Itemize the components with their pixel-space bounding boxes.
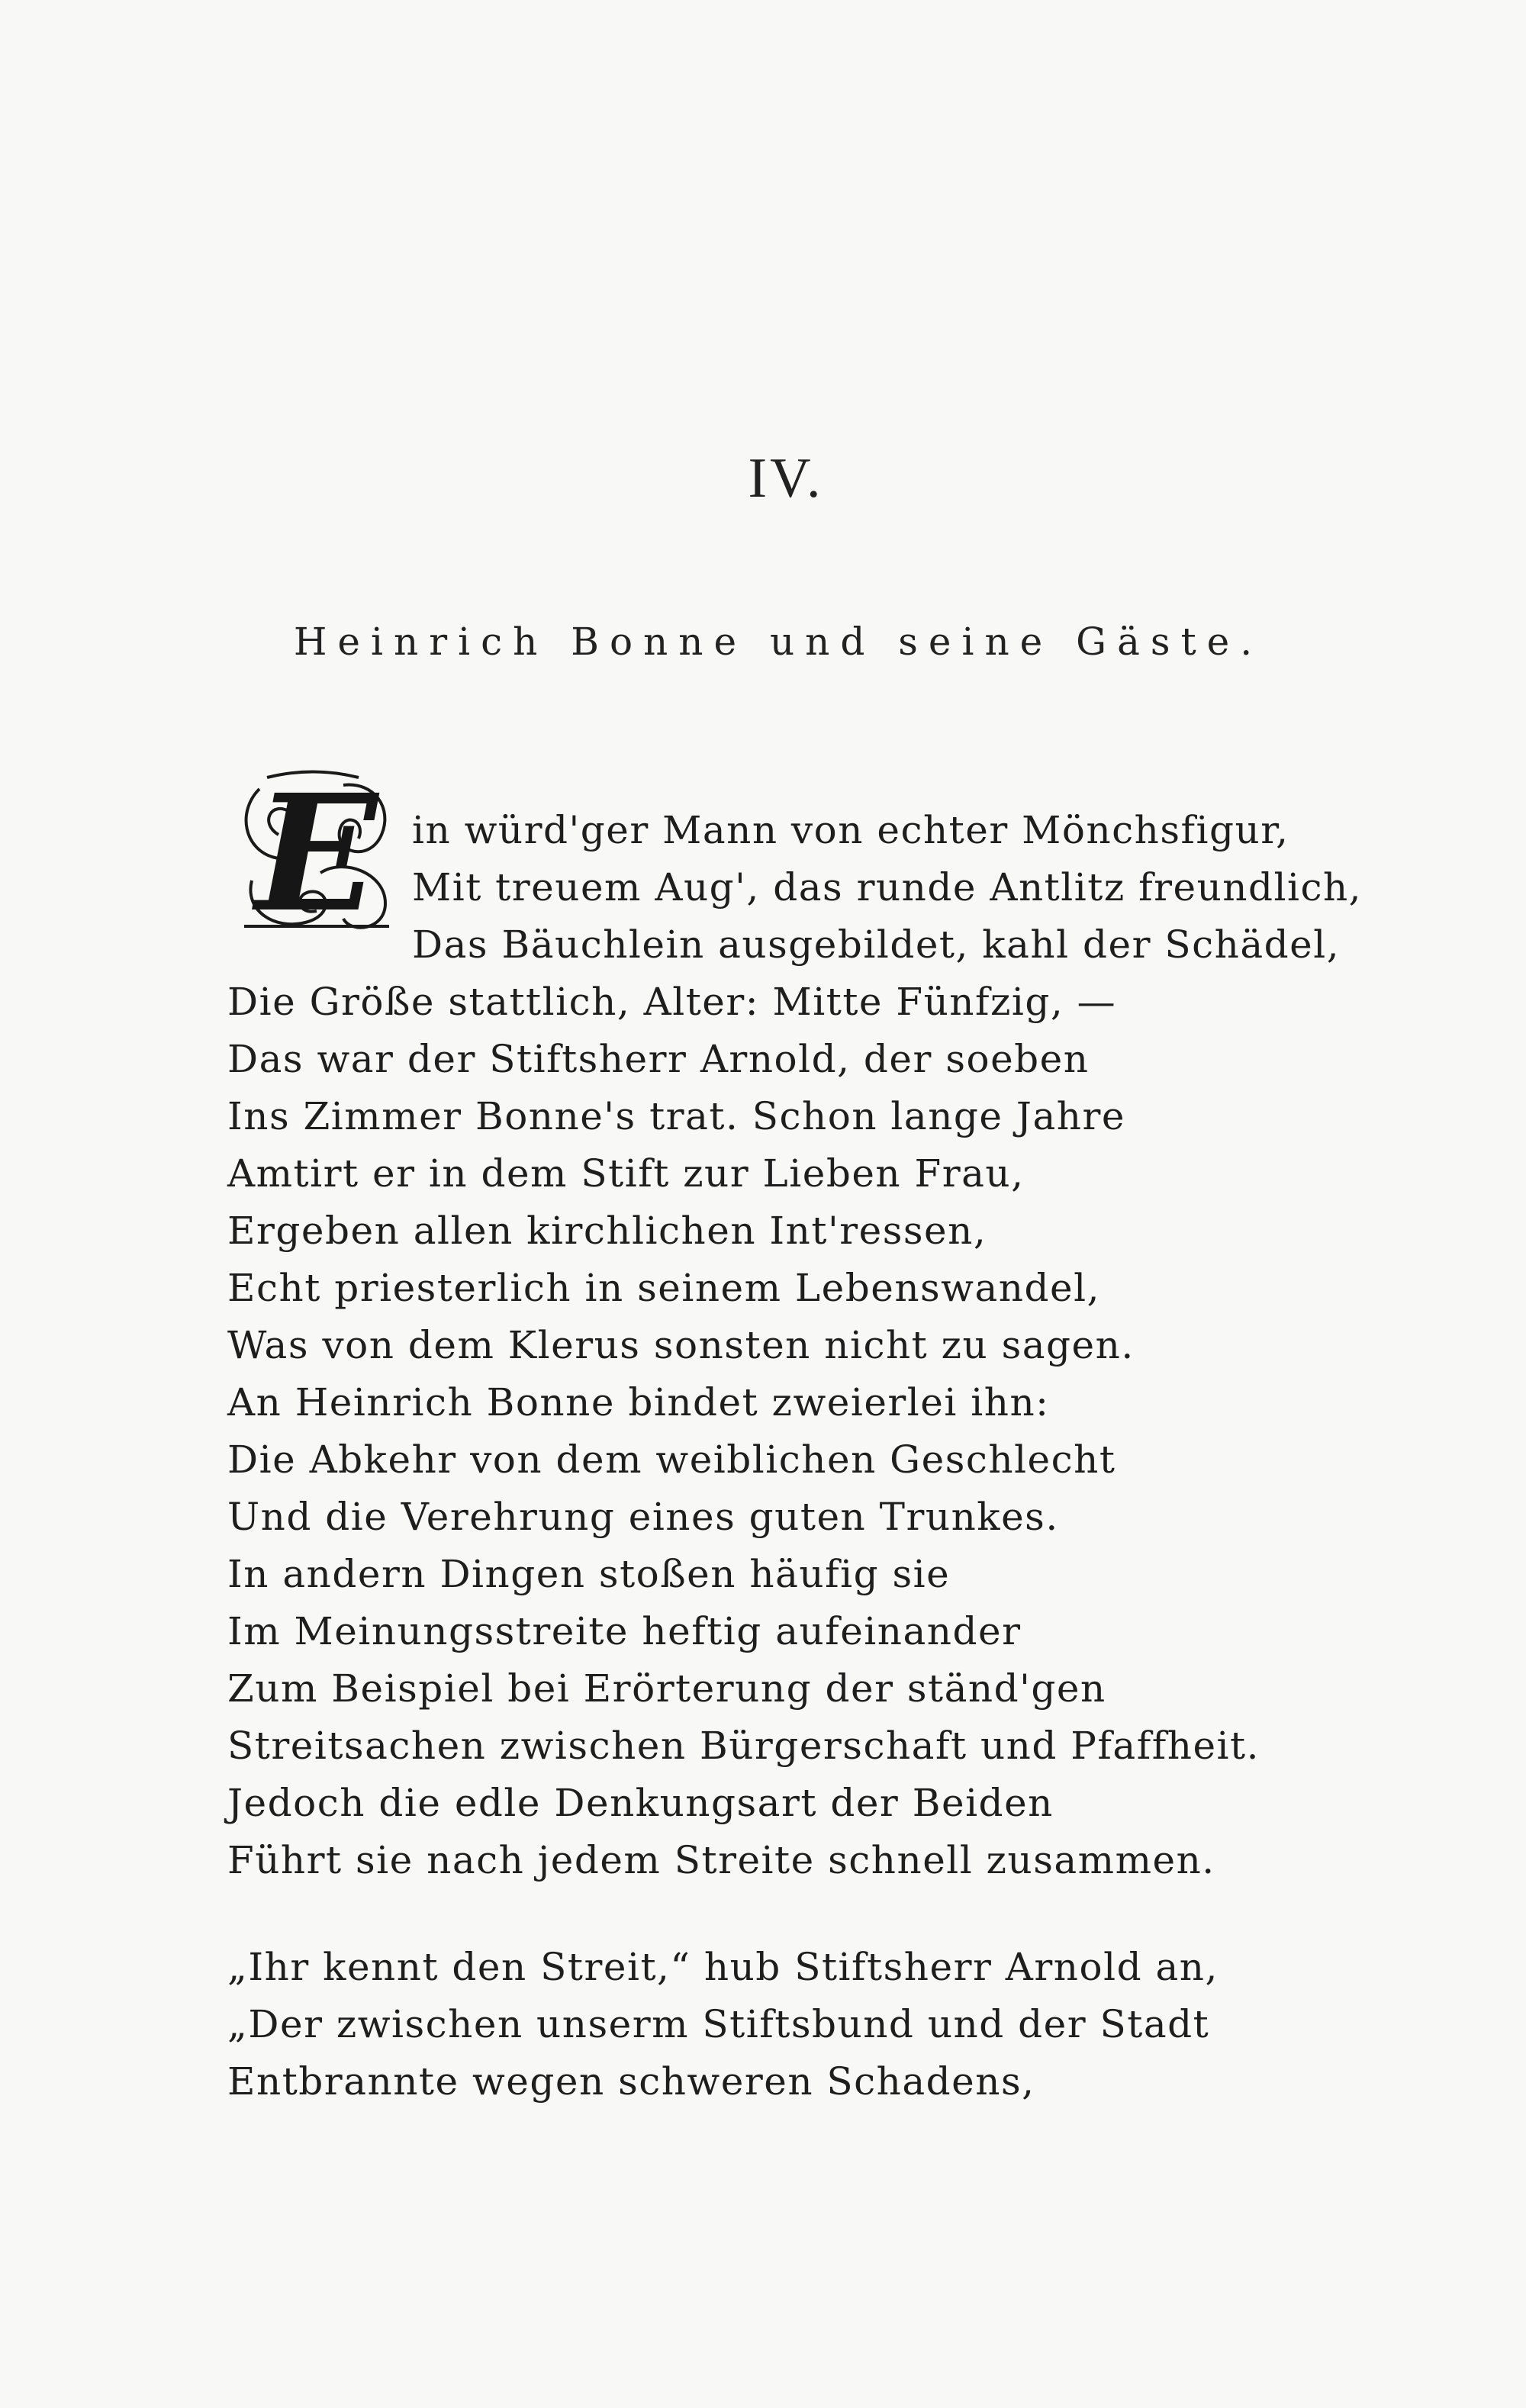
verse-line: Führt sie nach jedem Streite schnell zusammen. [227,1838,1215,1882]
verse-line: Zum Beispiel bei Erörterung der ständ'gen [227,1666,1106,1711]
verse-line: In andern Dingen stoßen häufig sie [227,1552,951,1596]
verse-line: Das war der Stiftsherr Arnold, der soeben [227,1037,1090,1081]
chapter-title: Heinrich Bonne und seine Gäste. [293,620,1264,664]
drop-cap-letter: E [255,759,378,948]
verse-line: in würd'ger Mann von echter Mönchsfigur, [412,808,1289,852]
verse-line: Mit treuem Aug', das runde Antlitz freundlich, [412,865,1363,909]
verse-line: „Ihr kennt den Streit,“ hub Stiftsherr Arnold an, [227,1945,1219,1989]
verse-line: Amtirt er in dem Stift zur Lieben Frau, [227,1151,1025,1196]
verse-line: Streitsachen zwischen Bürgerschaft und Pfaffheit. [227,1724,1260,1768]
verse-line: Echt priesterlich in seinem Lebenswandel, [227,1266,1100,1310]
verse-line: Das Bäuchlein ausgebildet, kahl der Schädel, [412,922,1341,967]
verse-line: Die Größe stattlich, Alter: Mitte Fünfzig, — [227,980,1117,1024]
verse-line: Was von dem Klerus sonsten nicht zu sagen. [227,1323,1135,1367]
verse-line: „Der zwischen unserm Stiftsbund und der Stadt [227,2002,1210,2046]
verse-line: Im Meinungsstreite heftig aufeinander [227,1609,1022,1653]
verse-line: An Heinrich Bonne bindet zweierlei ihn: [227,1380,1050,1425]
chapter-numeral: IV. [748,447,824,510]
verse-line: Ergeben allen kirchlichen Int'ressen, [227,1209,987,1253]
verse-line: Ins Zimmer Bonne's trat. Schon lange Jahre [227,1094,1125,1138]
verse-line: Jedoch die edle Denkungsart der Beiden [227,1781,1054,1825]
verse-line: Und die Verehrung eines guten Trunkes. [227,1495,1059,1539]
verse-line: Die Abkehr von dem weiblichen Geschlecht [227,1437,1116,1482]
verse-line: Entbrannte wegen schweren Schadens, [227,2059,1035,2104]
